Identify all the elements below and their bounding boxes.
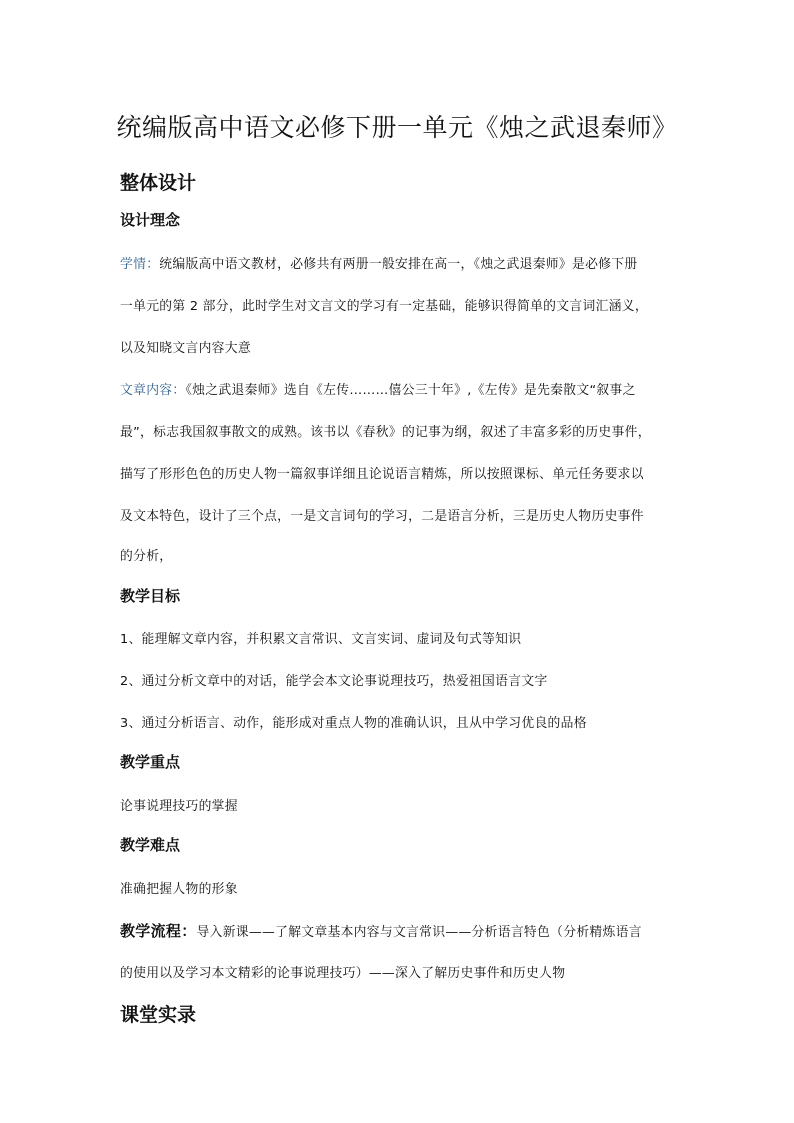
article-line-3: 描写了形形色色的历史人物一篇叙事详细且论说语言精炼，所以按照课标、单元任务要求以 — [120, 467, 644, 482]
article-line-4: 及文本特色，设计了三个点，一是文言词句的学习，二是语言分析，三是历史人物历史事件 — [120, 509, 644, 524]
difficulty-text: 准确把握人物的形象 — [120, 882, 238, 897]
process-label: 教学流程： — [120, 922, 197, 940]
xueqing-line-1: 统编版高中语文教材，必修共有两册一般安排在高一，《烛之武退秦师》是必修下册 — [159, 257, 638, 272]
heading-focus: 教学重点 — [120, 753, 181, 771]
process-line-2: 的使用以及学习本文精彩的论事说理技巧）——深入了解历史事件和历史人物 — [120, 966, 566, 981]
objective-item-2: 2、通过分析文章中的对话，能学会本文论事说理技巧，热爱祖国语言文字 — [120, 674, 548, 689]
article-line-2: 最”，标志我国叙事散文的成熟。该书以《春秋》的记事为纲，叙述了丰富多彩的历史事件， — [120, 425, 651, 440]
heading-overall-design: 整体设计 — [120, 172, 197, 194]
article-line-1: 《烛之武退秦师》选自《左传………僖公三十年》,《左传》是先秦散文“叙事之 — [185, 383, 636, 398]
paragraph-line — [120, 379, 685, 398]
document-title: 统编版高中语文必修下册一单元《烛之武退秦师》 — [116, 113, 678, 142]
heading-difficulty: 教学难点 — [120, 836, 181, 854]
article-line-5: 的分析， — [120, 549, 173, 564]
paragraph-line — [120, 253, 685, 272]
xueqing-label: 学情： — [120, 257, 160, 272]
xueqing-line-3: 以及知晓文言内容大意 — [120, 341, 251, 356]
objective-item-1: 1、能理解文章内容，并积累文言常识、文言实词、虚词及句式等知识 — [120, 632, 522, 647]
heading-classroom-record: 课堂实录 — [120, 1004, 197, 1026]
xueqing-line-2: 一单元的第 2 部分，此时学生对文言文的学习有一定基础，能够识得简单的文言词汇涵义， — [120, 299, 648, 314]
objective-item-3: 3、通过分析语言、动作，能形成对重点人物的准确认识，且从中学习优良的品格 — [120, 716, 587, 731]
heading-objectives: 教学目标 — [120, 587, 181, 605]
article-content-label: 文章内容： — [120, 383, 186, 398]
heading-design-concept: 设计理念 — [120, 211, 181, 229]
process-line-1: 导入新课——了解文章基本内容与文言常识——分析语言特色（分析精炼语言 — [196, 925, 642, 940]
focus-text: 论事说理技巧的掌握 — [120, 799, 238, 814]
paragraph-line — [120, 920, 685, 941]
